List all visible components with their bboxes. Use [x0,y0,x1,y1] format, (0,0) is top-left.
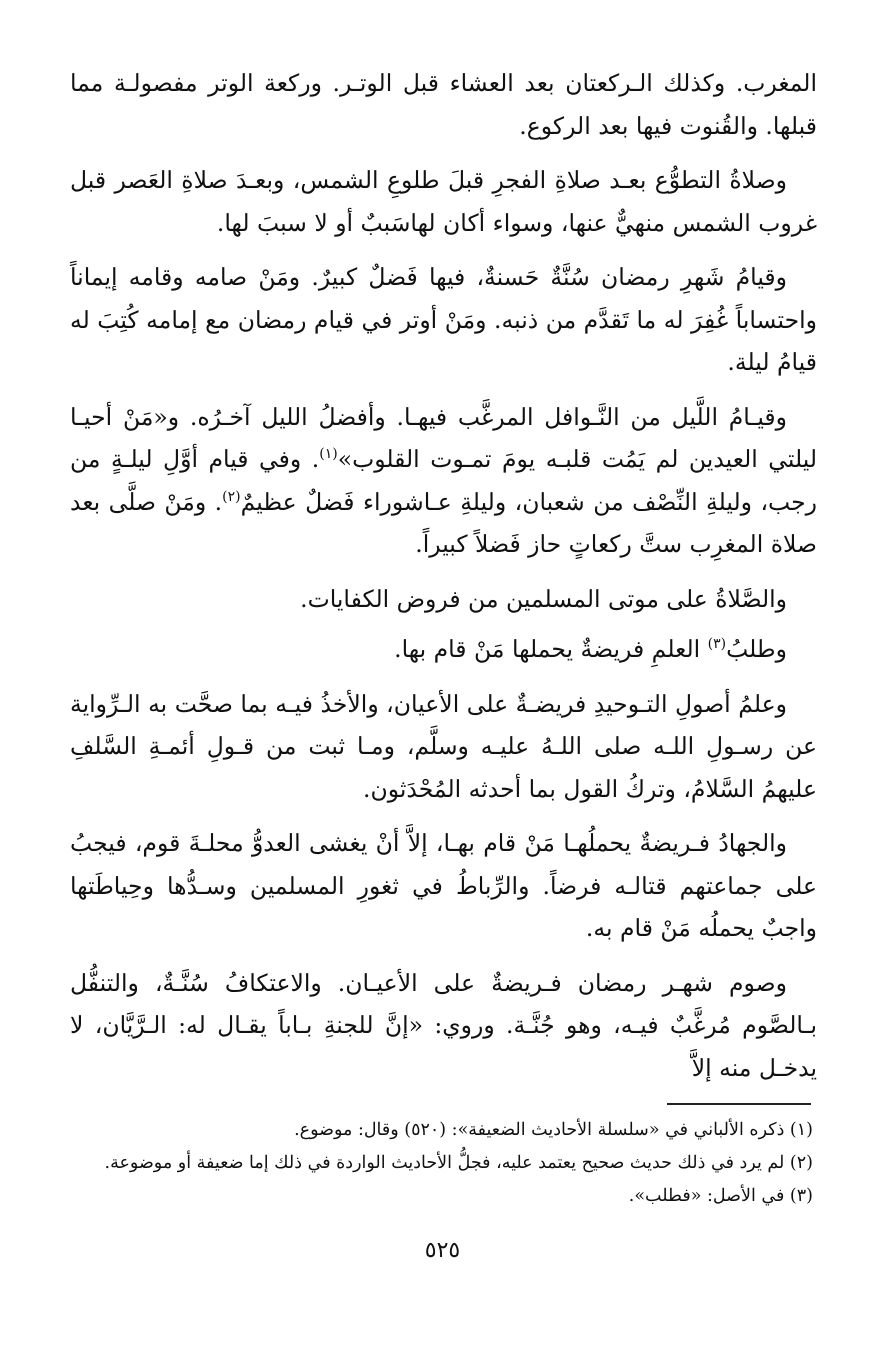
paragraph-night-prayer-part2: . وفي قيام أوَّلِ ليلـةٍ من رجب، وليلةِ النِّصْف من شعبان، وليلةِ عـاشوراء فَضلٌ عظيمٌ [70,445,817,516]
footnote-ref-2: (٢) [222,488,241,505]
paragraph-seeking-knowledge [70,628,817,671]
paragraph-seeking-knowledge-part1: وطلبُ [726,635,787,663]
paragraph-funeral-prayer: والصَّلاةُ على موتى المسلمين من فروض الكفايات. [300,584,787,613]
paragraph-night-prayer-part3: . ومَنْ صلَّى بعد صلاة المغرِب ستَّ ركعاتٍ حاز فَضلاً كبيراً. [70,487,817,558]
footnote-2: (٢) لم يرد في ذلك حديث صحيح يعتمد عليه، فجلُّ الأحاديث الواردة في ذلك إما ضعيفة أو موضوعة. [104,1153,813,1173]
paragraph-night-prayer [70,396,817,566]
footnote-3: (٣) في الأصل: «فطلب». [628,1186,813,1206]
paragraph-maghrib-witr: المغرب. وكذلك الـركعتان بعد العشاء قبل الوتـر. وركعة الوتر مفصولـة مما قبلها. والقُنوت فيها بعد الركوع. [70,69,817,140]
paragraph-jihad: والجهادُ فـريضةٌ يحملُهـا مَنْ قام بهـا، إلاَّ أنْ يغشى العدوُّ محلـةَ قوم، فيجبُ على جماعتهم قتالـه فرضاً. والرِّباطُ في ثغورِ المسلمين وسـدُّها وحِياطَتها واجبٌ يحملُه مَنْ قام به. [70,829,817,942]
paragraph-ramadan-night-prayer: وقيامُ شَهرِ رمضان سُنَّةٌ حَسنةٌ، فيها فَضلٌ كبيرٌ. ومَنْ صامه وقامه إيماناً واحتساباً غُفِرَ له ما تَقدَّم من ذنبه. ومَنْ أوتر في قيام رمضان مع إمامه كُتِبَ له قيامُ ليلة. [70,263,817,376]
main-text [70,62,817,1101]
footnote-1: (١) ذكره الألباني في «سلسلة الأحاديث الضعيفة»: (٥٢٠) وقال: موضوع. [294,1120,813,1140]
paragraph-fasting: وصوم شهـر رمضان فـريضةٌ على الأعيـان. والاعتكافُ سُنَّـةٌ، والتنفُّل بـالصَّوم مُرغَّبٌ فيـه، وهو جُنَّـة. وروي: «إنَّ للجنةِ بـاباً يقـال له: الـرَّيَّان، لا يدخـل منه إلاَّ [70,968,817,1082]
paragraph-night-prayer-part1: وقيـامُ اللَّيل من النَّـوافل المرغَّب فيهـا. وأفضلُ الليل آخـرُه. و«مَنْ أحيـا ليلتي العيدين لم يَمُت قلبـه يومَ تمـوت القلوب» [70,402,817,473]
paragraph-voluntary-prayer: وصلاةُ التطوُّع بعـد صلاةِ الفجرِ قبلَ طلوعِ الشمس، وبعـدَ صلاةِ العَصر قبل غروب الشمس منهيٌّ عنها، وسواء أكان لهاسَببٌ أو لا سببَ لها. [70,166,817,237]
paragraph-seeking-knowledge-part2: العلمِ فريضةٌ يحملها مَنْ قام بها. [394,635,708,663]
footnote-divider [667,1103,811,1105]
footnote-ref-3: (٣) [707,636,727,653]
paragraph-tawhid: وعلمُ أصولِ التـوحيدِ فريضـةٌ على الأعيان، والأخذُ فيـه بما صحَّت به الـرِّواية عن رسـولِ اللـه صلى اللـهُ عليـه وسلَّم، ومـا ثبت من قـولِ أئمـةِ السَّلفِ عليهمُ السَّلامُ، وتركُ القول بما أحدثه المُحْدَثون. [70,689,817,803]
footnote-ref-1: (١) [319,446,338,463]
footnotes [70,1114,813,1213]
page-number: ٥٢٥ [424,1238,461,1263]
